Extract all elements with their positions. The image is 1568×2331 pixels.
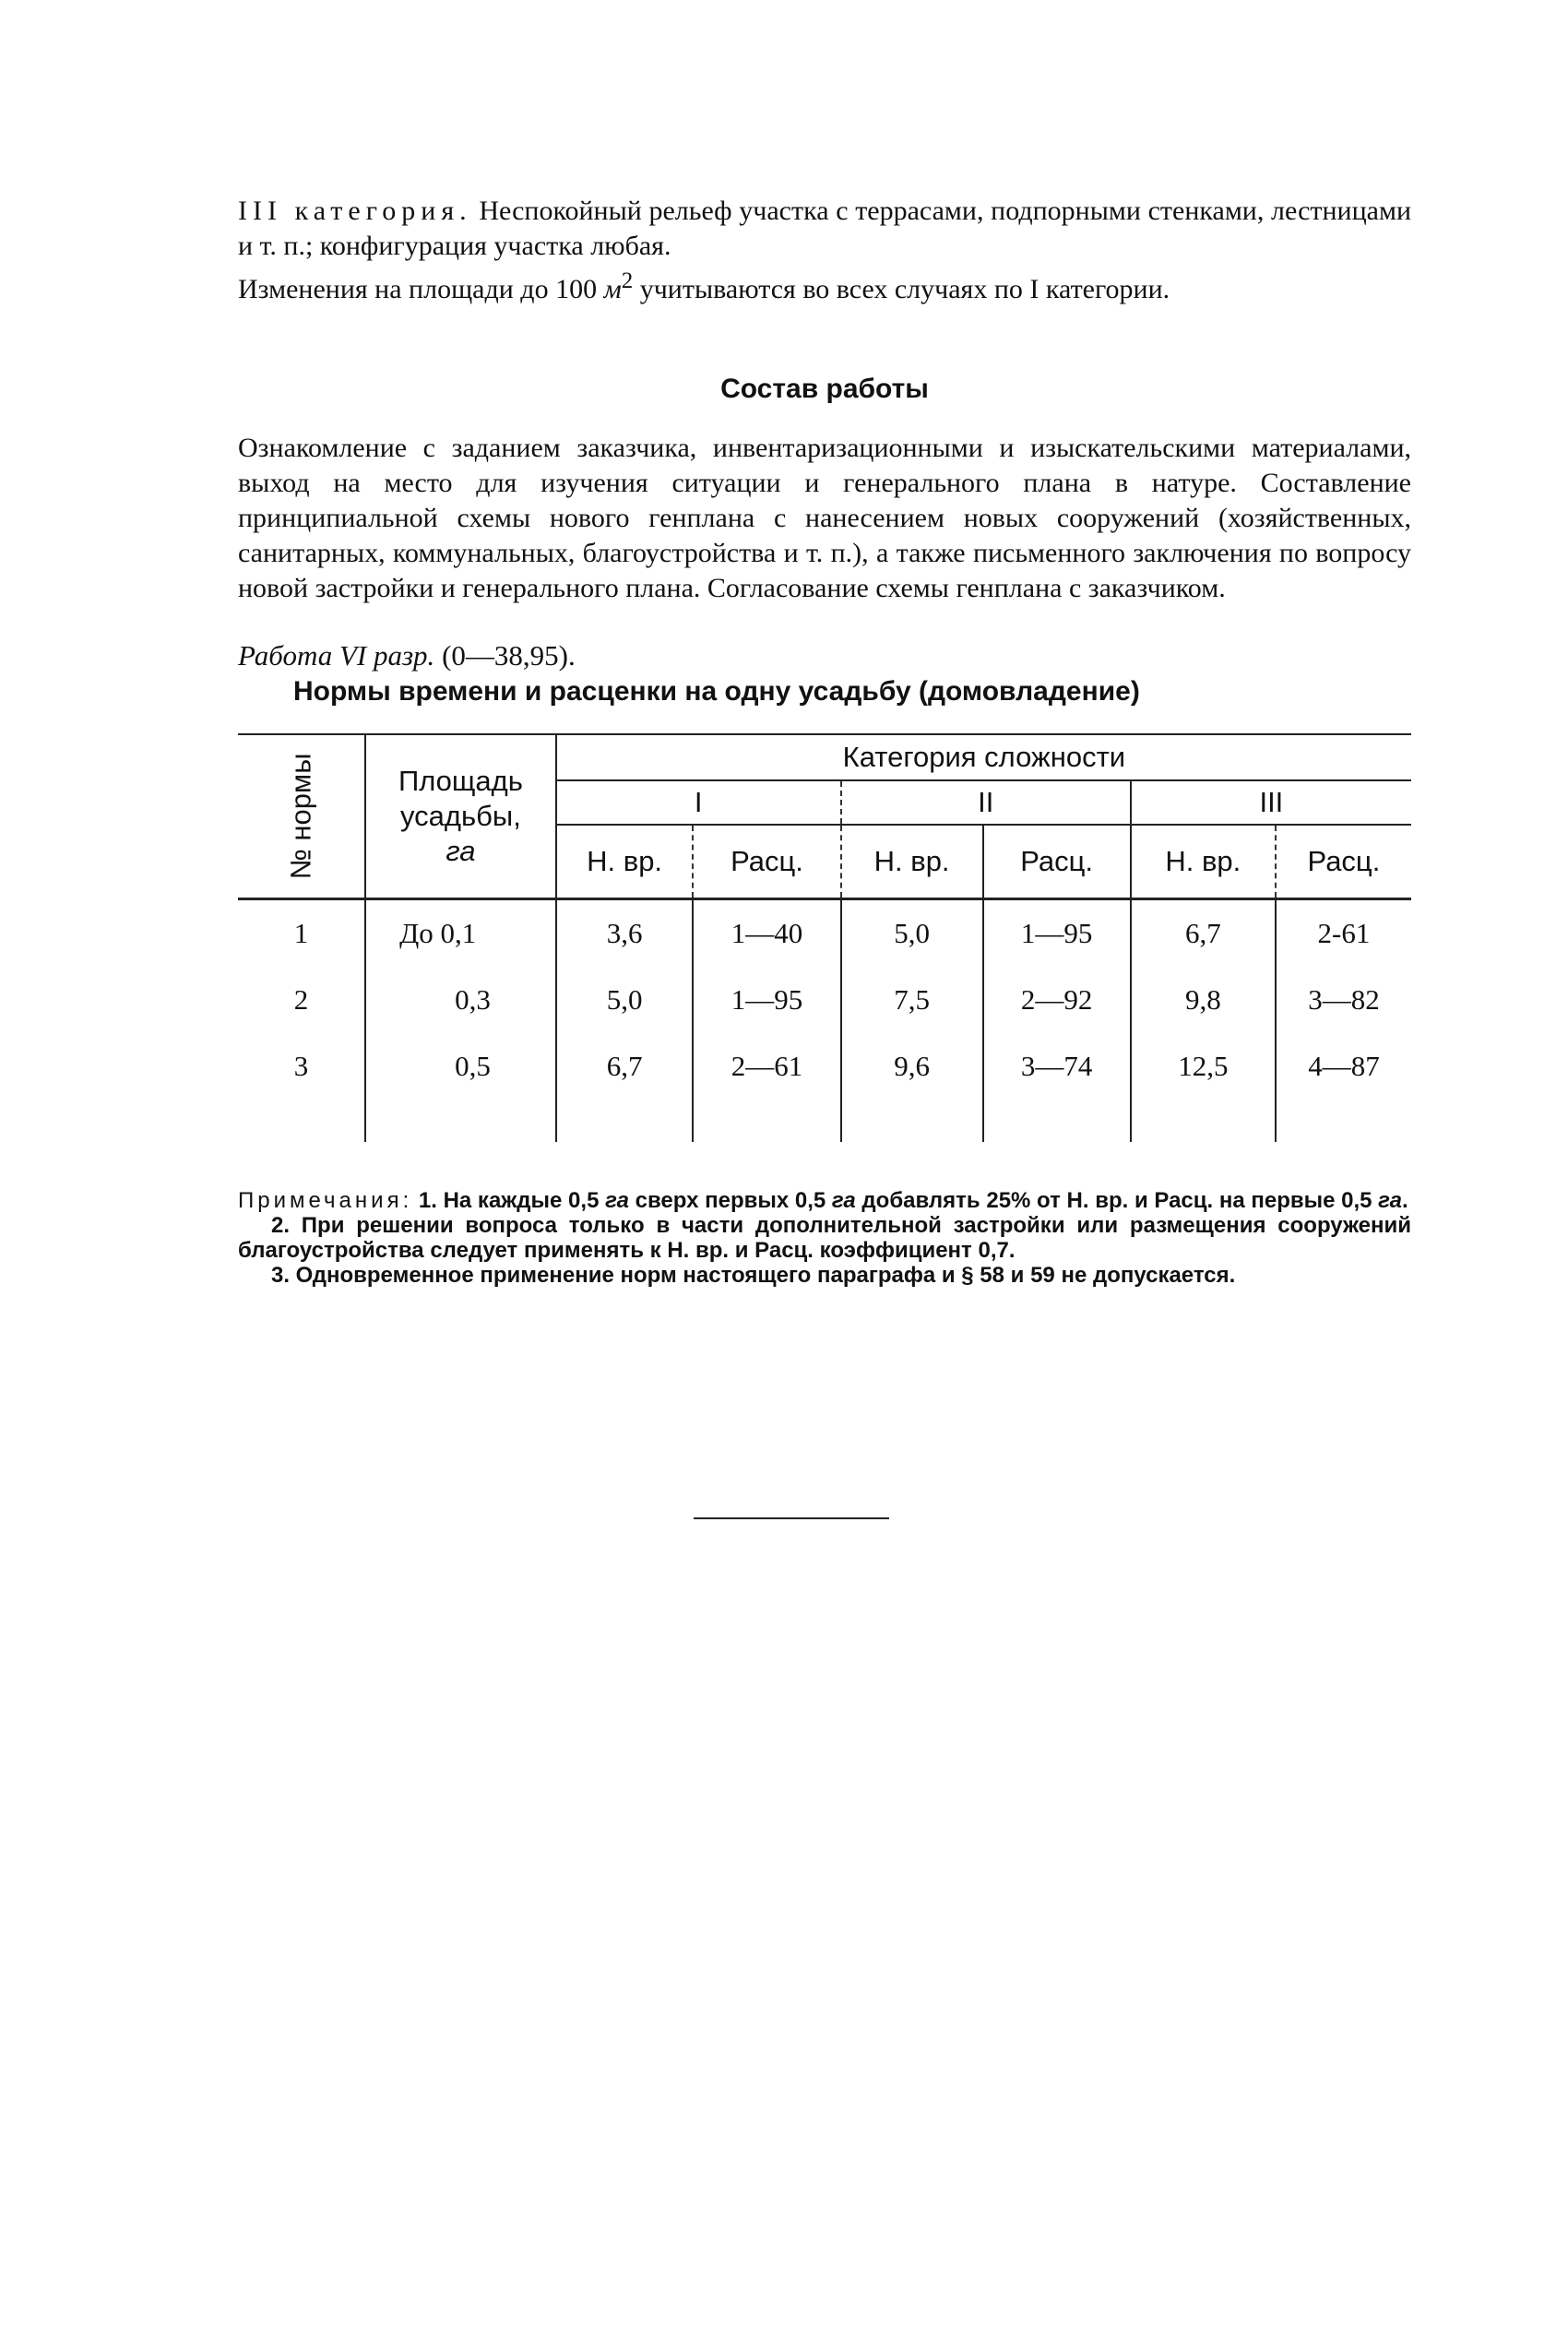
note-1-text-d: . [1402, 1187, 1408, 1213]
page [238, 194, 1411, 1288]
cell-cat3-time: 12,5 [1131, 1033, 1276, 1100]
note-3: 3. Одновременное применение норм настоящего параграфа и § 58 и 59 не допускается. [271, 1262, 1236, 1288]
category-3-text: Неспокойный рельеф участка с террасами, подпорными стенками, лестницами и т. п.; конфигурация участка любая. [238, 196, 1412, 261]
area-changes-paragraph [238, 264, 1411, 307]
header-cat2-time: Н. вр. [841, 825, 983, 898]
work-grade-line [238, 639, 1411, 672]
note-1-text-b: сверх первых 0,5 [628, 1187, 832, 1213]
work-composition-paragraph: Ознакомление с заданием заказчика, инвентаризационными и изыскательскими материалами, выход на место для изучения ситуации и генерального плана в натуре. Составление принципиальной схемы нового генплана с нанесением новых сооружений (хозяйственных, санитарных, коммунальных, благоустройства и т. п.), а также письменного заключения по вопросу новой застройки и генерального плана. Согласование схемы генплана с заказчиком. [238, 433, 1411, 603]
cell-cat1-time: 5,0 [556, 967, 694, 1033]
cell-cat3-rate: 4—87 [1276, 1033, 1411, 1100]
norms-table [238, 733, 1411, 1142]
header-cat3-time: Н. вр. [1131, 825, 1276, 898]
cell-norm-number: 3 [293, 1049, 309, 1082]
header-category-3: III [1131, 780, 1411, 825]
cell-area: 0,3 [365, 967, 556, 1033]
cell-cat2-time: 7,5 [841, 967, 983, 1033]
header-area-line1: Площадь [398, 764, 523, 797]
cell-cat1-rate: 1—95 [693, 967, 840, 1033]
end-rule [694, 1517, 889, 1519]
note-1-unit-3: га [1378, 1187, 1403, 1213]
cell-cat3-rate: 2-61 [1276, 898, 1411, 967]
work-grade-label: Работа VI разр. [238, 639, 435, 672]
cell-cat1-time: 6,7 [556, 1033, 694, 1100]
note-1 [238, 1188, 1411, 1213]
work-grade-rate: (0—38,95). [434, 639, 576, 672]
category-3-label: III категория. [238, 196, 472, 226]
header-cat1-time: Н. вр. [556, 825, 694, 898]
header-category-1: I [556, 780, 841, 825]
header-area-unit: га [445, 834, 476, 867]
note-1-text-a: 1. На каждые 0,5 [412, 1187, 606, 1213]
header-cat2-rate: Расц. [983, 825, 1131, 898]
area-changes-text-b: учитываются во всех случаях по I категории. [633, 274, 1170, 304]
cell-cat1-time: 3,6 [556, 898, 694, 967]
cell-cat2-rate: 2—92 [983, 967, 1131, 1033]
header-area [365, 734, 556, 898]
cell-cat3-time: 6,7 [1131, 898, 1276, 967]
note-1-unit-1: га [605, 1187, 629, 1213]
area-changes-unit: м [603, 274, 622, 304]
cell-cat3-time: 9,8 [1131, 967, 1276, 1033]
header-cat3-rate: Расц. [1276, 825, 1411, 898]
header-norm-number-text: № нормы [284, 753, 317, 880]
cell-cat2-rate: 1—95 [983, 898, 1131, 967]
category-3-paragraph [238, 194, 1411, 264]
cell-cat3-rate: 3—82 [1276, 967, 1411, 1033]
cell-cat2-time: 5,0 [841, 898, 983, 967]
section-title: Состав работы [720, 374, 929, 404]
table-row [238, 1033, 1411, 1100]
header-cat1-rate: Расц. [693, 825, 840, 898]
cell-area: 0,5 [365, 1033, 556, 1100]
cell-norm-number: 1 [293, 916, 309, 949]
cell-cat1-rate: 1—40 [693, 898, 840, 967]
table-row [238, 898, 1411, 967]
note-1-unit-2: га [831, 1187, 856, 1213]
header-area-line2: усадьбы, [400, 799, 521, 832]
area-changes-text-a: Изменения на площади до 100 [238, 274, 604, 304]
cell-cat2-time: 9,6 [841, 1033, 983, 1100]
cell-cat2-rate: 3—74 [983, 1033, 1131, 1100]
cell-cat1-rate: 2—61 [693, 1033, 840, 1100]
notes-label: Примечания: [238, 1187, 413, 1213]
header-norm-number [238, 734, 365, 898]
table-title: Нормы времени и расценки на одну усадьбу (домовладение) [293, 676, 1140, 707]
table-row [238, 967, 1411, 1033]
area-changes-sup: 2 [621, 268, 634, 293]
note-2: 2. При решении вопроса только в части дополнительной застройки или размещения сооружений благоустройства следует применять к Н. вр. и Расц. коэффициент 0,7. [238, 1212, 1411, 1263]
notes-block [238, 1188, 1411, 1288]
header-category-2: II [841, 780, 1131, 825]
cell-area: До 0,1 [365, 898, 556, 967]
note-1-text-c: добавлять 25% от Н. вр. и Расц. на первые 0,5 [855, 1187, 1379, 1213]
table-spacer-row [238, 1100, 1411, 1142]
header-complexity-group: Категория сложности [556, 734, 1411, 780]
cell-norm-number: 2 [293, 982, 309, 1016]
